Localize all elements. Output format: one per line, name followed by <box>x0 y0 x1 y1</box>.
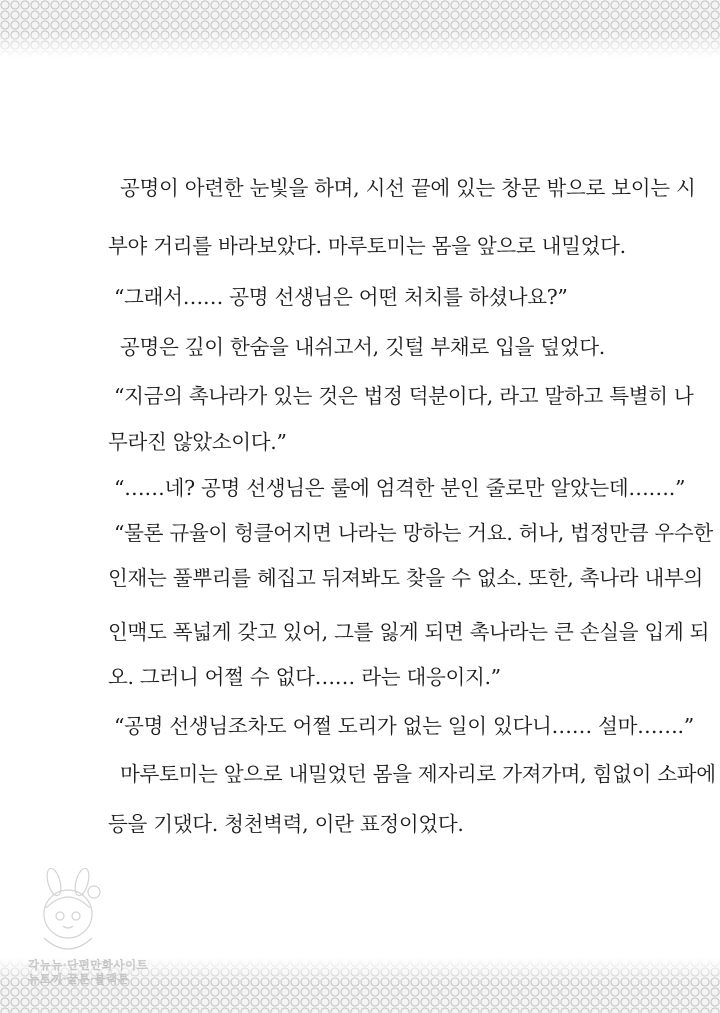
watermark-line: 각뉴뉴·단편만화사이트 <box>28 958 149 972</box>
text-line: 부야 거리를 바라보았다. 마루토미는 몸을 앞으로 내밀었다. <box>108 234 626 258</box>
watermark-text <box>28 958 188 986</box>
text-line: “그래서…… 공명 선생님은 어떤 처치를 하셨나요?” <box>114 285 568 309</box>
mascot-watermark-icon <box>16 868 126 964</box>
text-line: 공명은 깊이 한숨을 내쉬고서, 깃털 부채로 입을 덮었다. <box>120 335 606 359</box>
text-line: “지금의 촉나라가 있는 것은 법정 덕분이다, 라고 말하고 특별히 나 <box>114 384 694 408</box>
text-line: 무라진 않았소이다.” <box>108 430 287 454</box>
text-line: 인맥도 폭넓게 갖고 있어, 그를 잃게 되면 촉나라는 큰 손실을 입게 되 <box>108 620 710 644</box>
text-line: “……네? 공명 선생님은 룰에 엄격한 분인 줄로만 알았는데…….” <box>114 476 686 500</box>
text-line: 인재는 풀뿌리를 헤집고 뒤져봐도 찾을 수 없소. 또한, 촉나라 내부의 <box>108 566 703 590</box>
text-line: 등을 기댔다. 청천벽력, 이란 표정이었다. <box>108 812 464 836</box>
text-line: 오. 그러니 어쩔 수 없다…… 라는 대응이지.” <box>108 665 501 689</box>
text-line: “물론 규율이 헝클어지면 나라는 망하는 거요. 허나, 법정만큼 우수한 <box>114 521 713 545</box>
watermark-line: 뉴토끼·꿀툰·블랙툰 <box>28 972 130 986</box>
text-line: “공명 선생님조차도 어쩔 도리가 없는 일이 있다니…… 설마…….” <box>114 714 694 738</box>
text-line: 마루토미는 앞으로 내밀었던 몸을 제자리로 가져가며, 힘없이 소파에 <box>120 762 716 786</box>
text-line: 공명이 아련한 눈빛을 하며, 시선 끝에 있는 창문 밖으로 보이는 시 <box>120 176 696 200</box>
